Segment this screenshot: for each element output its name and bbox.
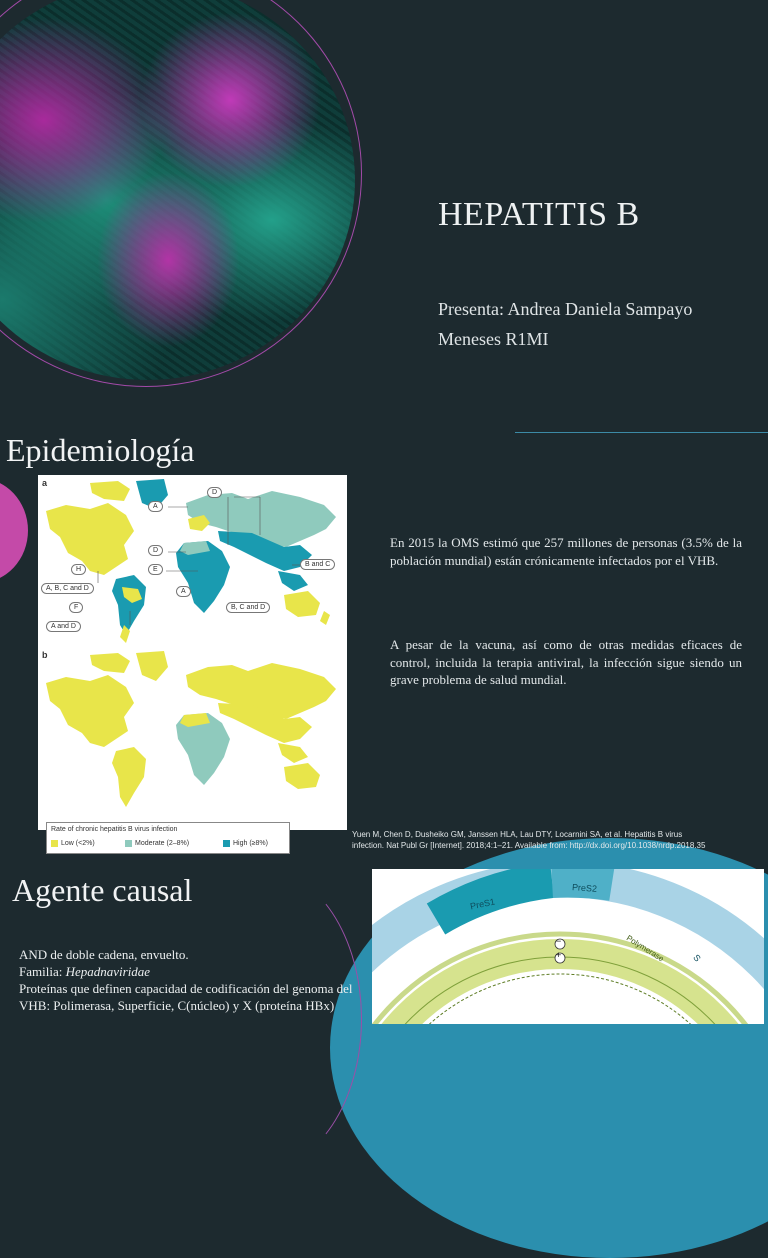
epidemiology-paragraph-1: En 2015 la OMS estimó que 257 millones de personas (3.5% de la población mundial) están crónicamente infectados por el VHB. (390, 535, 742, 568)
legend-swatch-moderate (125, 840, 132, 847)
decorative-purple-arc (160, 868, 362, 1170)
legend-title: Rate of chronic hepatitis B virus infection (51, 826, 178, 833)
map-legend-box (46, 822, 290, 854)
callout-abcd: A, B, C and D (41, 583, 94, 594)
family-line: Familia: Hepadnaviridae (19, 964, 151, 979)
causal-agent-description (19, 946, 359, 1014)
legend-swatch-high (223, 840, 230, 847)
causal-agent-heading: Agente causal (12, 872, 193, 908)
map-b (46, 651, 336, 807)
panel-a-label: a (42, 478, 48, 488)
callout-a-europe: A (148, 501, 163, 512)
dna-line: AND de doble cadena, envuelto. (19, 947, 189, 962)
legend-item-high: High (≥8%) (223, 840, 268, 847)
label-polymerase: Polymerase (624, 933, 666, 964)
world-map-figure (38, 475, 347, 830)
decorative-ring (0, 0, 362, 387)
reference-citation: Yuen M, Chen D, Dusheiko GM, Janssen HLA, Lau DTY, Locarnini SA, et al. Hepatitis B virus infection. Nat Publ Gr [Internet]. 2018;4:1–21. Available from: http://dx.doi.org/10.1038/nrdp.2018.35 (352, 830, 706, 850)
family-name: Hepadnaviridae (65, 964, 151, 979)
presenter-name: Presenta: Andrea Daniela Sampayo Meneses R1MI (438, 299, 693, 349)
callout-h: H (71, 564, 86, 575)
callout-d-top: D (207, 487, 222, 498)
label-pres1: PreS1 (469, 896, 496, 912)
panel-b-label: b (42, 650, 48, 660)
callout-f: F (69, 602, 83, 613)
map-a (46, 479, 336, 643)
callout-a-africa: A (176, 586, 191, 597)
label-pres2: PreS2 (571, 882, 598, 894)
hbv-genome-diagram (372, 869, 764, 1024)
callout-b-and-c: B and C (300, 559, 335, 570)
callout-d-mid: D (148, 545, 163, 556)
genome-rings (372, 869, 764, 1024)
legend-item-low: Low (<2%) (51, 840, 95, 847)
callout-a-and-d: A and D (46, 621, 81, 632)
label-plus-strand: + (556, 950, 562, 960)
map-drawing (38, 475, 347, 830)
label-minus-strand: − (556, 936, 562, 946)
proteins-line: Proteínas que definen capacidad de codificación del genoma del VHB: Polimerasa, Superficie, C(núcleo) y X (proteína HBx) (19, 981, 353, 1013)
callout-bcd: B, C and D (226, 602, 270, 613)
legend-swatch-low (51, 840, 58, 847)
label-s: S (691, 952, 703, 964)
legend-item-moderate: Moderate (2–8%) (125, 840, 189, 847)
slide-title: HEPATITIS B (438, 196, 640, 233)
epidemiology-heading: Epidemiología (6, 432, 195, 468)
callout-e: E (148, 564, 163, 575)
divider-line (515, 432, 768, 433)
decorative-pink-shape (0, 478, 28, 583)
epidemiology-paragraph-2: A pesar de la vacuna, así como de otras medidas eficaces de control, incluida la terapia antiviral, la infección sigue siendo un grave problema de salud mundial. (390, 637, 742, 687)
